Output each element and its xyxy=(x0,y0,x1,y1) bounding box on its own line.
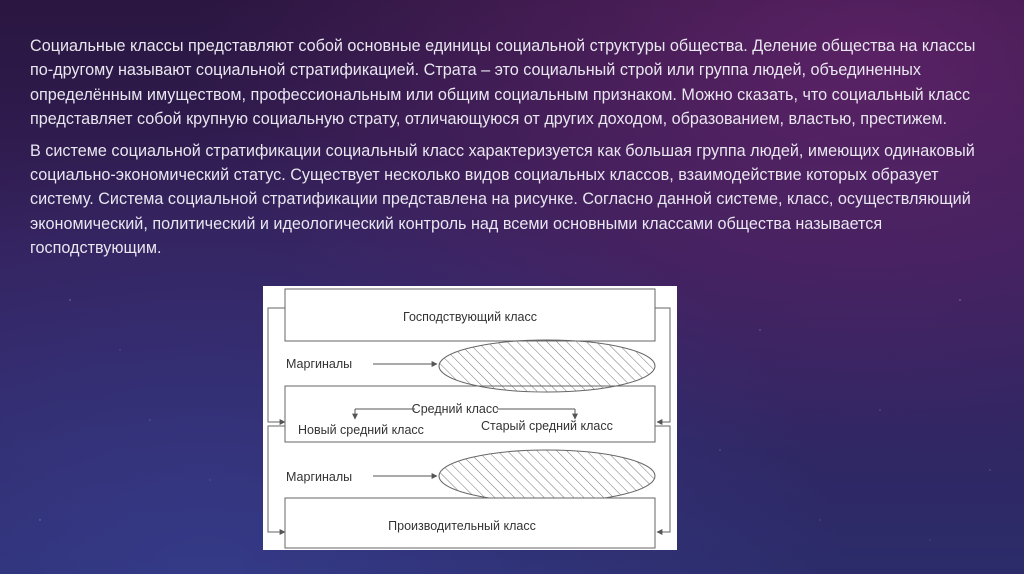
stratification-diagram xyxy=(263,286,677,550)
left-connector-bottom xyxy=(268,426,285,532)
marginals-bottom-label: Маргиналы xyxy=(286,470,353,484)
paragraph-2: В системе социальной стратификации социальный класс характеризуется как большая группа людей, имеющих одинаковый социально-экономический статус. Существует несколько видов социальных классов, взаимодействие которых образует систему. Система социальной стратификации представлена на рисунке. Согласно данной системе, класс, осуществляющий экономический, политический и идеологический контроль над всеми основными классами общества называется господствующим. xyxy=(30,141,975,258)
paragraph-1: Социальные классы представляют собой основные единицы социальной структуры общества. Деление общества на классы по-другому называют социальной стратификацией. Страта – это социальный строй или группа людей, объединенных определённым имуществом, профессиональным или общим социальным признаком. Можно сказать, что социальный класс представляет собой крупную социальную страту, отличающуюся от других доходом, образованием, властью, престижем. xyxy=(30,37,976,129)
marginals-bottom-ellipse xyxy=(439,450,655,502)
slide-text xyxy=(30,34,998,268)
left-connector-top xyxy=(268,308,285,422)
middle-class-label: Средний класс xyxy=(411,402,499,416)
marginals-top-ellipse xyxy=(439,340,655,392)
new-middle-class-label: Новый средний класс xyxy=(298,423,424,437)
old-middle-class-label: Старый средний класс xyxy=(481,419,613,433)
marginals-top-label: Маргиналы xyxy=(286,357,353,371)
right-connector-bottom xyxy=(655,426,670,532)
producing-class-label: Производительный класс xyxy=(388,519,536,533)
right-connector-top xyxy=(655,308,670,422)
ruling-class-label: Господствующий класс xyxy=(403,310,537,324)
